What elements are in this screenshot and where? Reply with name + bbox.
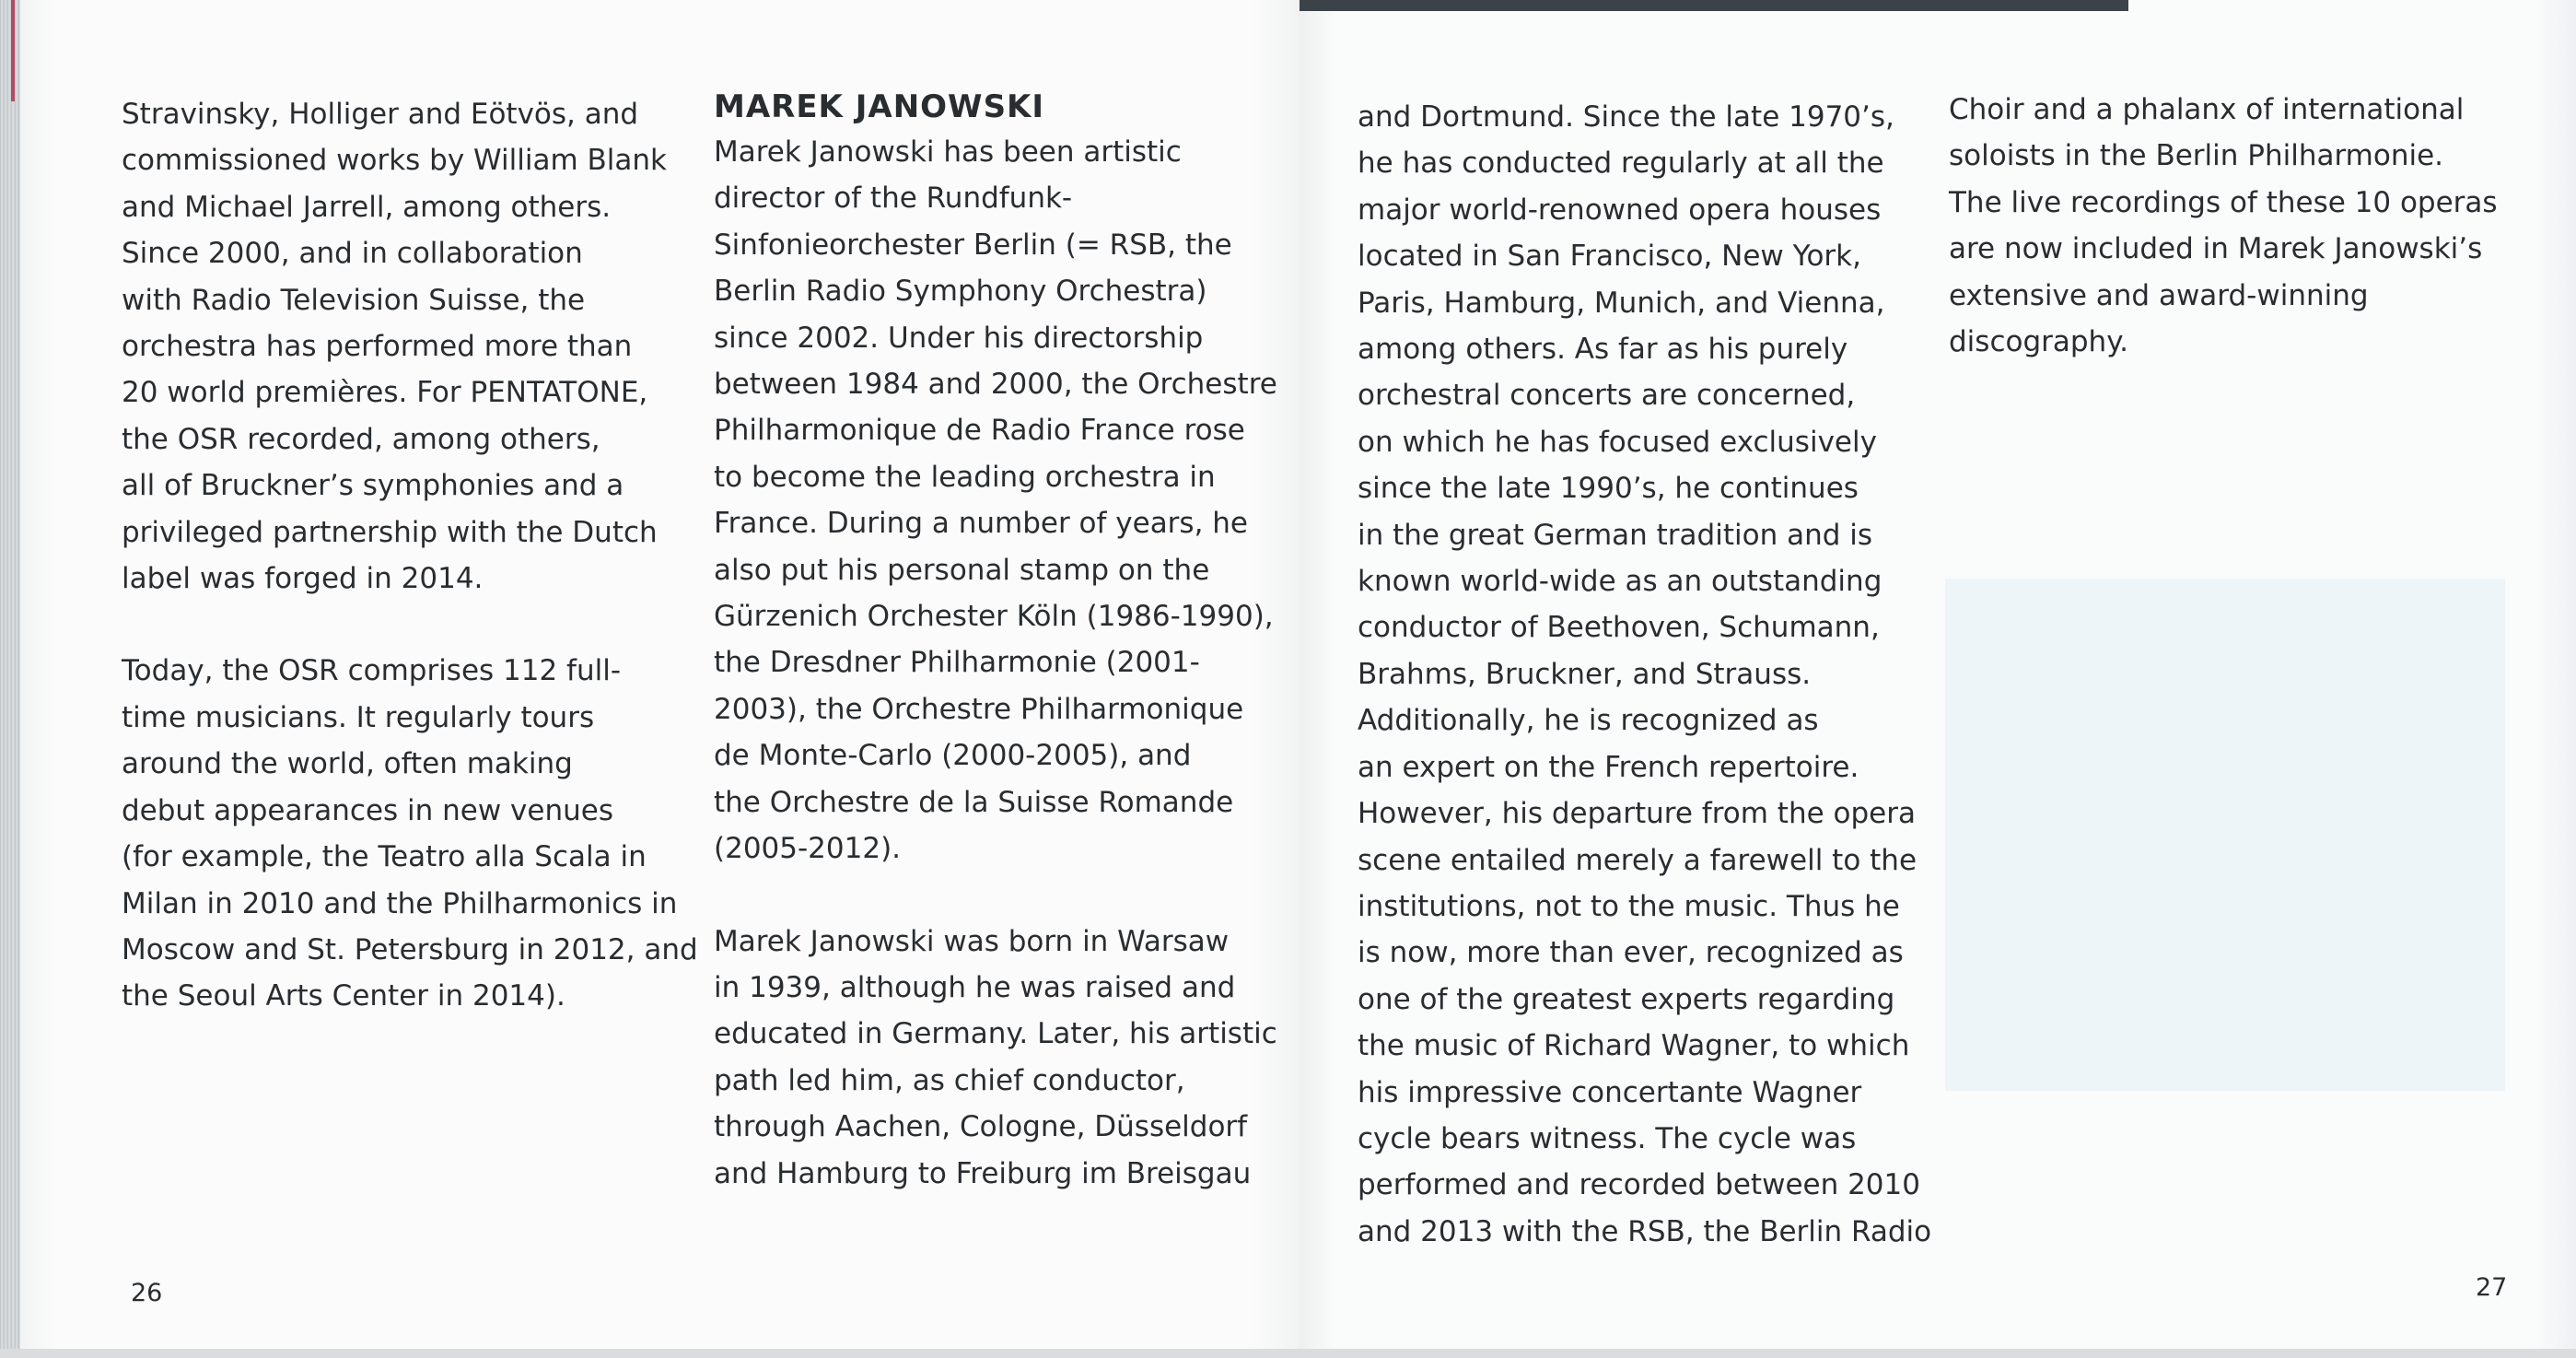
paragraph: Marek Janowski has been artistic director of the Rundfunk- Sinfonieorchester Berlin (= RSB, the Berlin Radio Symphony Orchestra) since 2002. Under his directorship between 1984 and 2000, the Orchestre Philharmonique de Radio France rose to become the leading orchestra in France. During a number of years, he also put his personal stamp on the Gürzenich Orchester Köln (1986-1990), the Dresdner Philharmonie (2001- 2003), the Orchestre Philharmonique de Monte-Carlo (2000-2005), and the Orchestre de la Suisse Romande (2005-2012). [714,135,1277,866]
show-through-photo [1945,579,2505,1091]
page-edges [0,0,20,1358]
top-edge-bar [1300,0,2128,11]
page-number-right: 27 [2476,1273,2508,1302]
text-column-2 [714,129,1312,1197]
text-column-1 [122,91,711,1020]
page-number-left: 26 [131,1279,163,1307]
section-heading: MAREK JANOWSKI [714,88,1045,125]
edge-accent [11,0,15,101]
paragraph: Marek Janowski was born in Warsaw in 1939, although he was raised and educated in Germany. Later, his artistic path led him, as chief conductor, through Aachen, Cologne, Düsseldorf and Hamburg to Freiburg im Breisgau [714,924,1277,1190]
paragraph: Today, the OSR comprises 112 full- time musicians. It regularly tours around the world, often making debut appearances in new venues (for example, the Teatro alla Scala in Milan in 2010 and the Philharmonics in Moscow and St. Petersburg in 2012, and the Seoul Arts Center in 2014). [122,654,698,1013]
paragraph: and Dortmund. Since the late 1970’s, he has conducted regularly at all the major world-renowned opera houses located in San Francisco, New York, Paris, Hamburg, Munich, and Vienna, among others. As far as his purely orchestral concerts are concerned, on which he has focused exclusively since the late 1990’s, he continues in the great German tradition and is known world-wide as an outstanding conductor of Beethoven, Schumann, Brahms, Bruckner, and Strauss. Additionally, he is recognized as an expert on the French repertoire. However, his departure from the opera scene entailed merely a farewell to the institutions, not to the music. Thus he is now, more than ever, recognized as one of the greatest experts regarding the music of Richard Wagner, to which his impressive concertante Wagner cycle bears witness. The cycle was performed and recorded between 2010 and 2013 with the RSB, the Berlin Radio [1358,100,1932,1248]
text-column-4 [1949,87,2557,365]
text-column-3 [1358,94,1947,1255]
bottom-shadow [0,1349,2576,1358]
paragraph: Stravinsky, Holliger and Eötvös, and commissioned works by William Blank and Michael Jarrell, among others. Since 2000, and in collaboration with Radio Television Suisse, the orchestra has performed more than 20 world premières. For PENTATONE, the OSR recorded, among others, all of Bruckner’s symphonies and a privileged partnership with the Dutch label was forged in 2014. [122,98,667,596]
paragraph: Choir and a phalanx of international soloists in the Berlin Philharmonie. The live recordings of these 10 operas are now included in Marek Janowski’s extensive and award-winning discography. [1949,93,2498,359]
